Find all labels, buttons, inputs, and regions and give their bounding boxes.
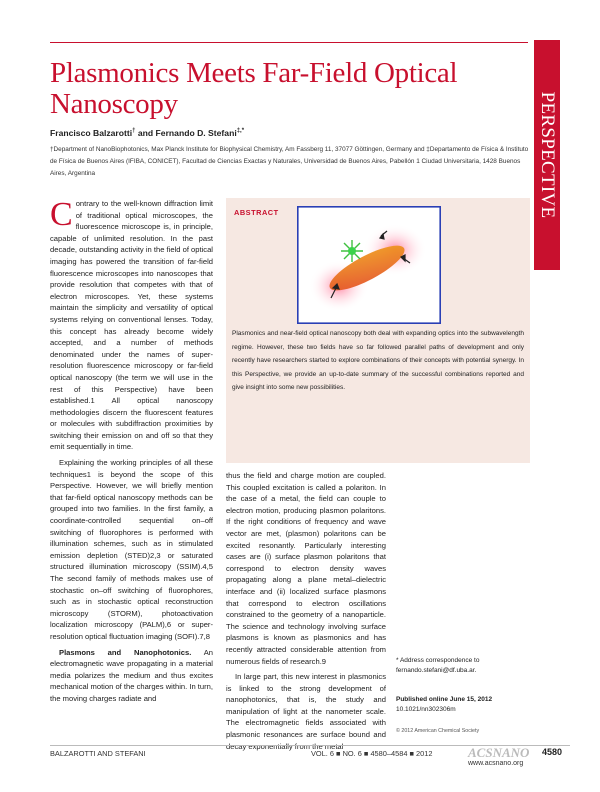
body-paragraph-4: thus the field and charge motion are coupled. This coupled excitation is called a polariton. In the case of a metal, the field can couple to electron motion, producing plasmon polaritons. If the right conditions of frequency and wave vector are met, (plasmon) polaritons can be excited resonantly. Particularly interesting cases are (i) surface plasmon polaritons that correspond to electron density waves propagating along a plane metal–dielectric interface and (ii) localized surface plasmons that correspond to electron oscillations constrained to the geometry of a nanoparticle. The science and technology involving surface plasmons is known as plasmonics and has recently attracted considerable attention from numerous fields of research.9 xyxy=(226,471,386,666)
copyright: © 2012 American Chemical Society xyxy=(396,728,480,734)
header-rule xyxy=(50,42,528,43)
footer-authors: BALZAROTTI AND STEFANI xyxy=(50,749,146,758)
footer-volume: VOL. 6 ■ NO. 6 ■ 4580–4584 ■ 2012 xyxy=(311,749,433,758)
author-2: and Fernando D. Stefani xyxy=(135,128,237,138)
doi[interactable]: 10.1021/nn302306m xyxy=(396,706,456,713)
subheading: Plasmons and Nanophotonics. xyxy=(59,647,192,657)
toc-graphic xyxy=(297,206,441,324)
abstract-label: ABSTRACT xyxy=(234,208,279,217)
affiliations: †Department of NanoBiophotonics, Max Planck Institute for Biophysical Chemistry, Am Fassberg 11, 37077 Göttingen, Germany and ‡Departamento de Física & Instituto de Física de Buenos Aires (IFIBA, CONICET), Facultad de Ciencias Exactas y Naturales, Universidad de Buenos Aires, Pabellón 1 Ciudad Universitaria, 1428 Buenos Aires, Argentina xyxy=(50,146,529,177)
body-paragraph-3: Plasmons and Nanophotonics. An electromagnetic wave propagating in a material media polarizes the medium and thus excites mechanical motion of the charges within. In turn, the moving charges radiate and xyxy=(50,647,214,703)
article-title: Plasmonics Meets Far-Field Optical Nanoscopy xyxy=(50,57,458,120)
publication-info xyxy=(396,695,536,715)
body-paragraph-5: In large part, this new interest in plasmonics is linked to the strong development of nanophotonics, that is, the study and manipulation of light at the nanometer scale. The electromagnetic fields associated with plasmonic resonances are surface bound and decay exponentially from the metal xyxy=(226,672,386,751)
molecule-icon xyxy=(341,240,363,262)
section-tab xyxy=(534,40,560,270)
drop-cap: C xyxy=(50,196,73,233)
body-paragraph-1: Contrary to the well-known diffraction limit of traditional optical microscopes, the fluorescence microscope is, in principle, capable of unlimited resolution. In the past decade, outstanding activity in the field of optical imaging has powered the transition of far-field fluorescence microscopes into nanoscopes that provide resolution that competes with that of electron microscopes. Yet, these systems maintain the simplicity and versatility of optical systems relying on conventional lenses. Today, this concept has already become widely accepted, and a number of methods denominated under the names of super-resolution fluorescence microscopy or far-field optical nanoscopy (the term we will use in the rest of this Perspective) have been established.1 All optical nanoscopy methodologies discern the fluorescent features or molecules with subdiffraction proximities by switching their emission on and off so that they emit sequentially in time. xyxy=(50,196,213,452)
author-line: Francisco Balzarotti† and Fernando D. Stefani‡,* xyxy=(50,128,245,138)
body-column-1 xyxy=(50,198,213,705)
section-label: PERSPECTIVE xyxy=(537,91,558,219)
body-paragraph-2: Explaining the working principles of all these techniques1 is beyond the scope of this Perspective. However, we will briefly mention that far-field optical nanoscopy methods can be grouped into two families. In the first family, a coordinate-controlled sequential on–off switching of fluorophores is performed with illumination schemes, such as in stimulated emission depletion (STED)2,3 or saturated structured illumination microscopy (SSIM).4,5 The second family of methods makes use of stochastic on–off switching of fluorophores, such as in stochastic optical reconstruction microscopy (STORM), photoactivation localization microscopy (PALM),6 or super-resolution optical fluctuation imaging (SOFI).7,8 xyxy=(50,458,213,641)
correspondence-note: * Address correspondence to fernando.stefani@df.uba.ar. xyxy=(396,657,480,674)
body-column-2 xyxy=(226,470,386,752)
abstract-text: Plasmonics and near-field optical nanoscopy both deal with expanding optics into the subwavelength regime. However, these two fields have so far followed parallel paths of development and only recently have researchers started to explore combinations of their concepts with potential synergy. In this Perspective, we provide an up-to-date summary of the successful combinations reported and give insight into some new possibilities. xyxy=(232,330,524,391)
published-date: Published online June 15, 2012 xyxy=(396,696,493,703)
author-1: Francisco Balzarotti xyxy=(50,128,133,138)
journal-logo: ACSNANO xyxy=(468,745,530,760)
page-number: 4580 xyxy=(542,747,563,757)
journal-url[interactable]: www.acsnano.org xyxy=(468,760,524,767)
